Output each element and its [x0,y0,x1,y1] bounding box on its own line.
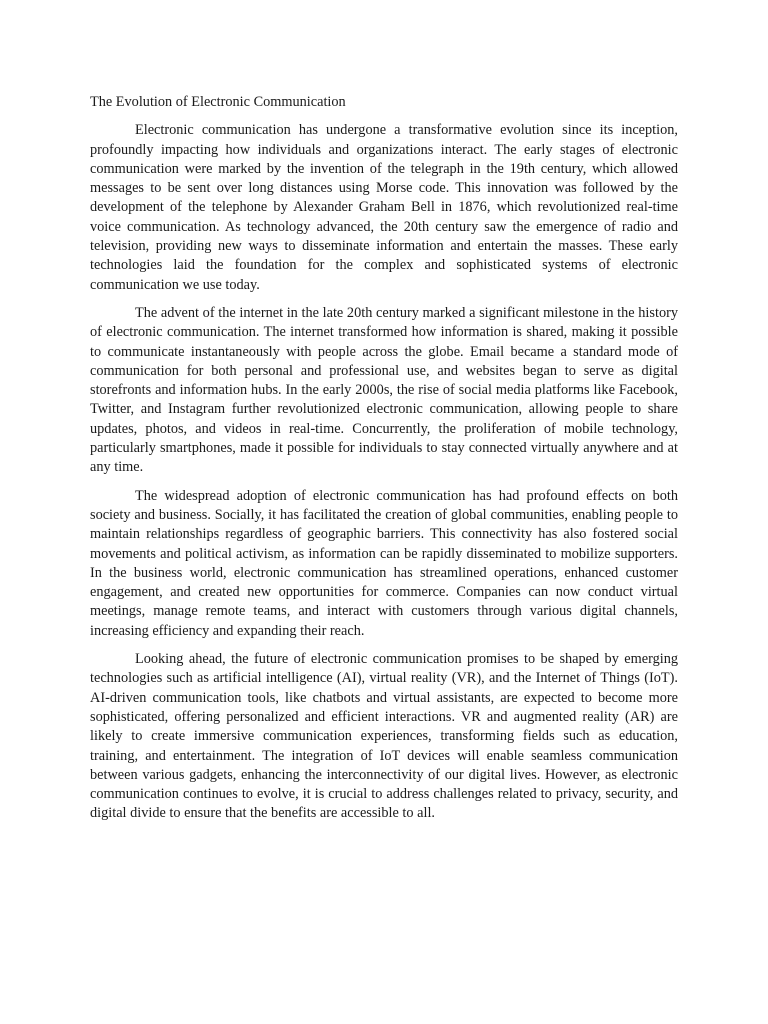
paragraph-future: Looking ahead, the future of electronic communication promises to be shaped by emerging technologies such as artificial intelligence (AI), virtual reality (VR), and the Internet of Things (IoT). AI-driven communication tools, like chatbots and virtual assistants, are expected to become more sophisticated, offering personalized and efficient interactions. VR and augmented reality (AR) are likely to create immersive communication experiences, transforming fields such as education, training, and entertainment. The integration of IoT devices will enable seamless communication between various gadgets, enhancing the interconnectivity of our digital lives. However, as electronic communication continues to evolve, it is crucial to address challenges related to privacy, security, and digital divide to ensure that the benefits are accessible to all. [90,651,678,822]
paragraph-impact: The widespread adoption of electronic communication has had profound effects on both society and business. Socially, it has facilitated the creation of global communities, enabling people to maintain relationships regardless of geographic barriers. This connectivity has also fostered social movements and political activism, as information can be rapidly disseminated to mobilize supporters. In the business world, electronic communication has streamlined operations, enhanced customer engagement, and created new opportunities for commerce. Companies can now conduct virtual meetings, manage remote teams, and interact with customers through various digital channels, increasing efficiency and expanding their reach. [90,487,678,639]
document-title: The Evolution of Electronic Communication [90,94,346,110]
document-body [90,93,678,833]
paragraph-internet: The advent of the internet in the late 20th century marked a significant milestone in the history of electronic communication. The internet transformed how information is shared, making it possible to communicate instantaneously with people across the globe. Email became a standard mode of communication for both personal and professional use, and websites began to serve as digital storefronts and information hubs. In the early 2000s, the rise of social media platforms like Facebook, Twitter, and Instagram further revolutionized electronic communication, allowing people to share updates, photos, and videos in real-time. Concurrently, the proliferation of mobile technology, particularly smartphones, made it possible for individuals to stay connected virtually anywhere and at any time. [90,304,678,476]
paragraph-history: Electronic communication has undergone a transformative evolution since its inception, profoundly impacting how individuals and organizations interact. The early stages of electronic communication were marked by the invention of the telegraph in the 19th century, which allowed messages to be sent over long distances using Morse code. This innovation was followed by the development of the telephone by Alexander Graham Bell in 1876, which revolutionized real-time voice communication. As technology advanced, the 20th century saw the emergence of radio and television, providing new ways to disseminate information and entertain the masses. These early technologies laid the foundation for the complex and sophisticated systems of electronic communication we use today. [90,122,678,293]
